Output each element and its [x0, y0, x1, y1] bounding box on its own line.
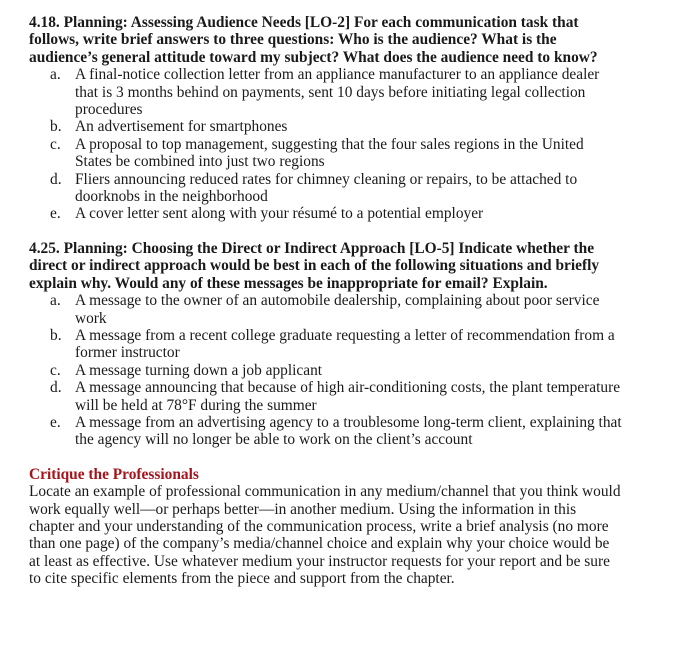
list-item [29, 327, 623, 362]
list-item [29, 136, 623, 171]
list-marker: e. [50, 205, 61, 223]
list-marker: d. [50, 379, 62, 397]
list-item-text: A message from an advertising agency to a troublesome long-term client, explaining that the agency will no longer be able to work on the client’s account [75, 413, 622, 449]
list-marker: c. [50, 135, 61, 153]
list-item [29, 414, 623, 449]
list-item-text: A proposal to top management, suggesting that the four sales regions in the United States be combined into just two regions [75, 135, 584, 171]
list-item [29, 362, 623, 379]
list-item-text: A message announcing that because of high air-conditioning costs, the plant temperature will be held at 78°F during the summer [75, 379, 621, 414]
question-4-18 [29, 14, 629, 223]
list-item-text: Fliers announcing reduced rates for chimney cleaning or repairs, to be attached to doorknobs in the neighborhood [75, 170, 578, 206]
question-heading: 4.25. Planning: Choosing the Direct or Indirect Approach [LO-5] Indicate whether the direct or indirect approach would be best in each of the following situations and briefly explain why. Would any of these messages be inappropriate for email? Explain. [29, 239, 600, 292]
list-marker: a. [50, 292, 61, 310]
list-item [29, 66, 623, 118]
critique-section [29, 466, 624, 588]
list-item-text: A final-notice collection letter from an appliance manufacturer to an appliance dealer that is 3 months behind on payments, sent 10 days before initiating legal collection procedures [75, 66, 600, 119]
list-marker: c. [50, 361, 61, 379]
question-4-25 [29, 240, 629, 449]
list-item-text: A cover letter sent along with your résumé to a potential employer [75, 205, 484, 223]
list-marker: b. [50, 326, 62, 344]
list-item [29, 118, 623, 135]
list-item-text: A message turning down a job applicant [75, 361, 323, 379]
list-item-text: A message to the owner of an automobile dealership, complaining about poor service work [75, 292, 600, 327]
list-marker: a. [50, 66, 61, 84]
situation-list [29, 292, 629, 449]
list-item [29, 171, 623, 206]
list-item [29, 205, 623, 222]
list-marker: b. [50, 118, 62, 136]
task-list [29, 66, 629, 223]
list-item [29, 379, 623, 414]
critique-body: Locate an example of professional communication in any medium/channel that you think would work equally well—or perhaps better—in another medium. Using the information in this chapter and your understanding of the communication process, write a brief analysis (no more than one page) of the company’s media/channel choice and explain why your choice would be at least as effective. Use whatever medium your instructor requests for your report and be sure to cite specific elements from the piece and support from the chapter. [29, 483, 621, 588]
critique-title: Critique the Professionals [29, 465, 199, 483]
list-item-text: A message from a recent college graduate requesting a letter of recommendation from a former instructor [75, 326, 615, 362]
question-heading: 4.18. Planning: Assessing Audience Needs [LO-2] For each communication task that follows, write brief answers to three questions: Who is the audience? What is the audience’s general attitude toward my subject? What does the audience need to know? [29, 14, 598, 66]
list-marker: e. [50, 413, 61, 431]
list-item [29, 292, 623, 327]
list-item-text: An advertisement for smartphones [75, 118, 288, 136]
list-marker: d. [50, 170, 62, 188]
